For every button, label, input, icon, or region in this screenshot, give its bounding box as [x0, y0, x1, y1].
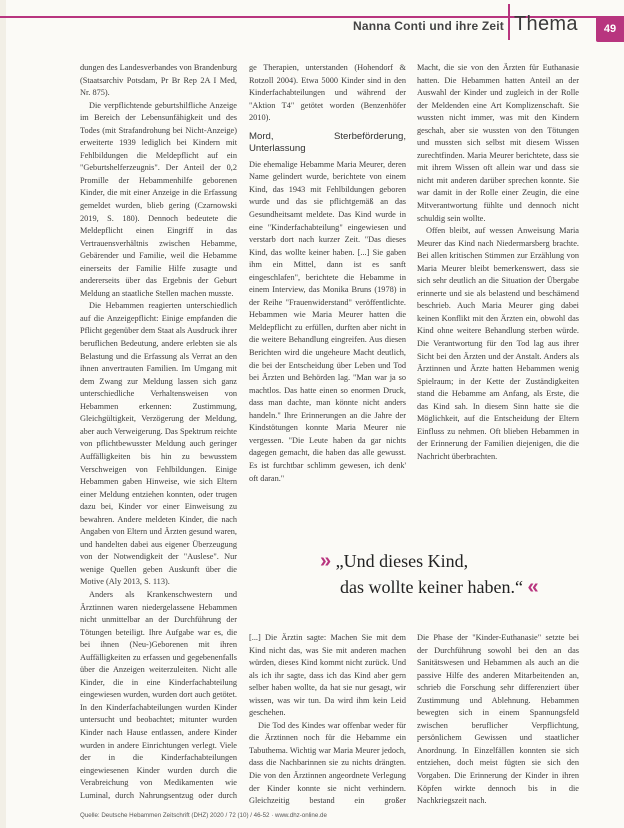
paragraph: Macht, die sie von den Ärzten für Euthanasie hatten. Die Hebammen hatten Anteil an der Auswahl der Kinder und zugleich in der Rolle der Meldenden eine Art Komplizenschaft. Sie wussten nicht immer, was mit den Kindern geschah, aber sie wussten von den Tötungen und mussten sich selbst mit diesem Wissen zurechtfinden. Maria Meurer berichtete, dass sie mit ihrem Wissen oft allein war und dass sie nicht mit anderen darüber sprechen konnte. Sie war damit in der Rolle einer Zeugin, die eine Mitverantwortung fühlte und dennoch nicht schuldig sein wollte. — [417, 63, 579, 223]
pull-quote-line-1 — [320, 548, 468, 574]
paragraph: [...] Die Ärztin sagte: Machen Sie mit dem Kind nicht das, was Sie mit anderen machen würden, dieses Kind kommt nicht zurück. Und als ich ihr sagte, dass ich das Kind aber gern selber haben wollte, da hat sie nur gesagt, wir wissen, was wir tun. Da wird ihm kein Leid geschehen. — [249, 633, 406, 718]
page-footer: Quelle: Deutsche Hebammen Zeitschrift (DHZ) 2020 / 72 (10) / 46-52 · www.dhz-online.de — [80, 812, 327, 819]
paragraph: ge Therapien, unterstanden (Hohendorf & Rotzoll 2004). Etwa 5000 Kinder sind in den Kinderfachabteilungen und während der "Aktion T4" getötet worden (Benzenhöfer 2010). — [249, 63, 406, 123]
text-column-3-lower — [417, 632, 579, 810]
quote-close-mark: « — [527, 576, 539, 598]
pull-quote-text-1: „Und dieses Kind, — [335, 551, 469, 571]
pull-quote — [300, 548, 600, 608]
text-column-3 — [417, 62, 579, 532]
page-edge — [0, 0, 6, 828]
paragraph: Die verpflichtende geburtshilfliche Anzeige im Bereich der Lebensunfähigkeit und des Todes (mit Strafandrohung bei Nicht-Anzeige) erweiterte 1939 lediglich bei Kindern mit Fehlbildungen die Meldepflicht auf ein "Geburtshelferzeugnis". Der Anteil der 0,2 Promille der Hebammenhilfe geborenen Kinder, die mit einer Anzeige in die Erfassung gemeldet wurden, blieb gering (Czarnowski 2019, S. 180). Dennoch bedeutete die Meldepflicht einen Eingriff in das Vertrauensverhältnis zwischen Hebamme, Gebärender und Familie, weil die Hebamme einerseits der Familie Hilfe zusagte und andererseits über das Ergebnis der Geburt Meldung an staatliche Stellen machen musste. — [80, 100, 237, 298]
paragraph: Anders als Krankenschwestern und Ärztinnen waren niedergelassene Hebammen nicht unmittelbar an der Durchführung der Tötungen beteiligt. Ihre Aufgabe war es, die bei ihnen (Neu-)Geborenen mit ihren Auffälligkeiten zu erfassen und gegebenenfalls über die Anzeigen weiterzuleiten. Nicht alle Kinder, die in eine Kinderfachabteilung eingewiesen wurden, wurden dort auch getötet. In den Kinderfachabteilungen wurden Kinder untersucht und beobachtet; mitunter wurden Kinder nach Hause entlassen, andere Kinder wurden in andere Einrichtungen verlegt. Viele der in die Kinderfachabteilungen eingewiesenen Kinder wurden durch die Verabreichung von Medikamenten wie Luminal, durch Nahrungsentzug oder durch — [80, 589, 237, 800]
text-column-2 — [249, 62, 406, 492]
header-divider — [508, 4, 510, 40]
paragraph: Die ehemalige Hebamme Maria Meurer, deren Name gelindert wurde, berichtete von einem Kind, das 1943 mit Fehlbildungen geboren wurde und das sie pflichtgemäß an das Gesundheitsamt meldete. Das Kind wurde in eine "Kinderfachabteilung" eingewiesen und verstarb dort nach kurzer Zeit. "Das dieses Kind, das wollte keiner haben. [...] Sie gaben ihm ein Mittel, dann ist es sanft eingeschlafen", berichtete die Hebamme in einem Interview, das Monika Bruns (1978) in der Reihe "Frauenwiderstand" veröffentlichte. Hebammen wie Maria Meurer hatten die Meldepflicht zu erfüllen, durften aber nicht in die weitere Behandlung eingreifen. Aus diesen Berichten wird die ungeheure Macht deutlich, die bei der Entscheidung über Leben und Tod bei Ärzten und Behörden lag. "Man war ja so machtlos. Das hatte einen so enormen Druck, dass man dachte, man könnte nicht anders handeln." Ihre Erinnerungen an die Jahre der Kindstötungen konnte Maria Meurer nie vergessen. "Die Leute haben da gar nichts dagegen gemacht, die haben das alle gewusst. Es ist furchtbar schlimm gewesen, ich denk' oft daran." — [249, 159, 406, 483]
paragraph: Die Hebammen reagierten unterschiedlich auf die Anzeigepflicht: Einige empfanden die Pflicht gegenüber dem Staat als Ausdruck ihrer beruflichen Bedeutung, andere erlebten sie als Belastung und die Erfassung als Verrat an den ihnen anvertrauten Familien. Im Umgang mit dem Zwang zur Meldung lassen sich ganz unterschiedliche Verhaltensweisen von Hebammen erkennen: Zustimmung, Gleichgültigkeit, Verzögerung der Meldung, aber auch Verweigerung. Das Spektrum reichte von pflichtbewusster Meldung auch geringer Auffälligkeiten bis hin zu bewusstem Verschweigen von Fehlbildungen. Einige Hebammen gaben Hinweise, wie sich Eltern einer Meldung entziehen konnten, oder trugen dazu bei, Kinder vor einer Einweisung zu bewahren. Andere meldeten Kinder, die nach Angaben von Eltern und Ärzten gesund waren, und handelten dabei aus eigener Überzeugung von der Notwendigkeit der "Auslese". Nur wenige Quellen geben Auskunft über die Motive (Aly 2013, S. 113). — [80, 301, 237, 587]
paragraph: dungen des Landesverbandes von Brandenburg (Staatsarchiv Potsdam, Pr Br Rep 2A I Med, Nr. 875). — [80, 63, 237, 98]
section-heading: Mord, Sterbeförderung, Unterlassung — [249, 130, 406, 155]
text-column-2-lower — [249, 632, 406, 810]
text-column-1 — [80, 62, 237, 802]
pull-quote-line-2 — [340, 574, 539, 600]
paragraph: Die Phase der "Kinder-Euthanasie" setzte bei der Durchführung sowohl bei den an das Sanitätswesen und Hebammen als auch an die passive Hilfe des anderen Mitarbeitenden an, schrieb die Forschung sehr differenziert über Zustimmung und Ablehnung. Hebammen bewegten sich in einem Spannungsfeld zwischen beruflicher Verpflichtung, persönlichem Gewissen und staatlicher Anordnung. In Einzelfällen konnten sie sich entziehen, doch meist fügten sie sich den Vorgaben. Die Erinnerung der Kinder in ihren Köpfen wirkte dennoch bis in die Nachkriegszeit nach. — [417, 633, 579, 806]
paragraph: Die Tod des Kindes war offenbar weder für die Ärztinnen noch für die Hebamme ein Tabuthema. Wichtig war Maria Meurer jedoch, dass die Nachbarinnen sie zu nichts drängten. Die von den Ärztinnen angeordnete Verlegung der Kinder konnte sie nicht verhindern. Gleichzeitig bestand ein großer — [249, 720, 406, 806]
pull-quote-text-2: das wollte keiner haben.“ — [340, 577, 523, 597]
quote-open-mark: » — [320, 550, 332, 572]
page-header — [0, 0, 624, 64]
section-title: Thema — [514, 13, 578, 35]
paragraph: Offen bleibt, auf wessen Anweisung Maria Meurer das Kind nach Niedermarsberg brachte. Bei allen kritischen Stimmen zur Erzählung von Maria Meurer bleibt bemerkenswert, dass sie sich sehr deutlich an die Situation der Übergabe erinnerte und sie als belastend und beschämend beschrieb. Auch Maria Meurer ging dabei keinen Konflikt mit den Ärzten ein, obwohl das Kind ohne weitere Behandlung sterben würde. Die Verantwortung für den Tod lag aus ihrer Sicht bei den Ärzten und der Anstalt. Anders als Ärztinnen und Ärzte hatten Hebammen wenig Spielraum; in der Kette der Zuständigkeiten stand die Hebamme am Anfang, als Erste, die das Kind sah. In diesem Sinn hatte sie die Möglichkeit, auf die Entscheidung der Eltern Einfluss zu nehmen. Oft blieben Hebammen in der Erinnerung der Familien diejenigen, die die Nachricht überbrachten. — [417, 226, 579, 461]
page-number-badge: 49 — [596, 16, 624, 42]
series-title: Nanna Conti und ihre Zeit — [353, 19, 504, 33]
